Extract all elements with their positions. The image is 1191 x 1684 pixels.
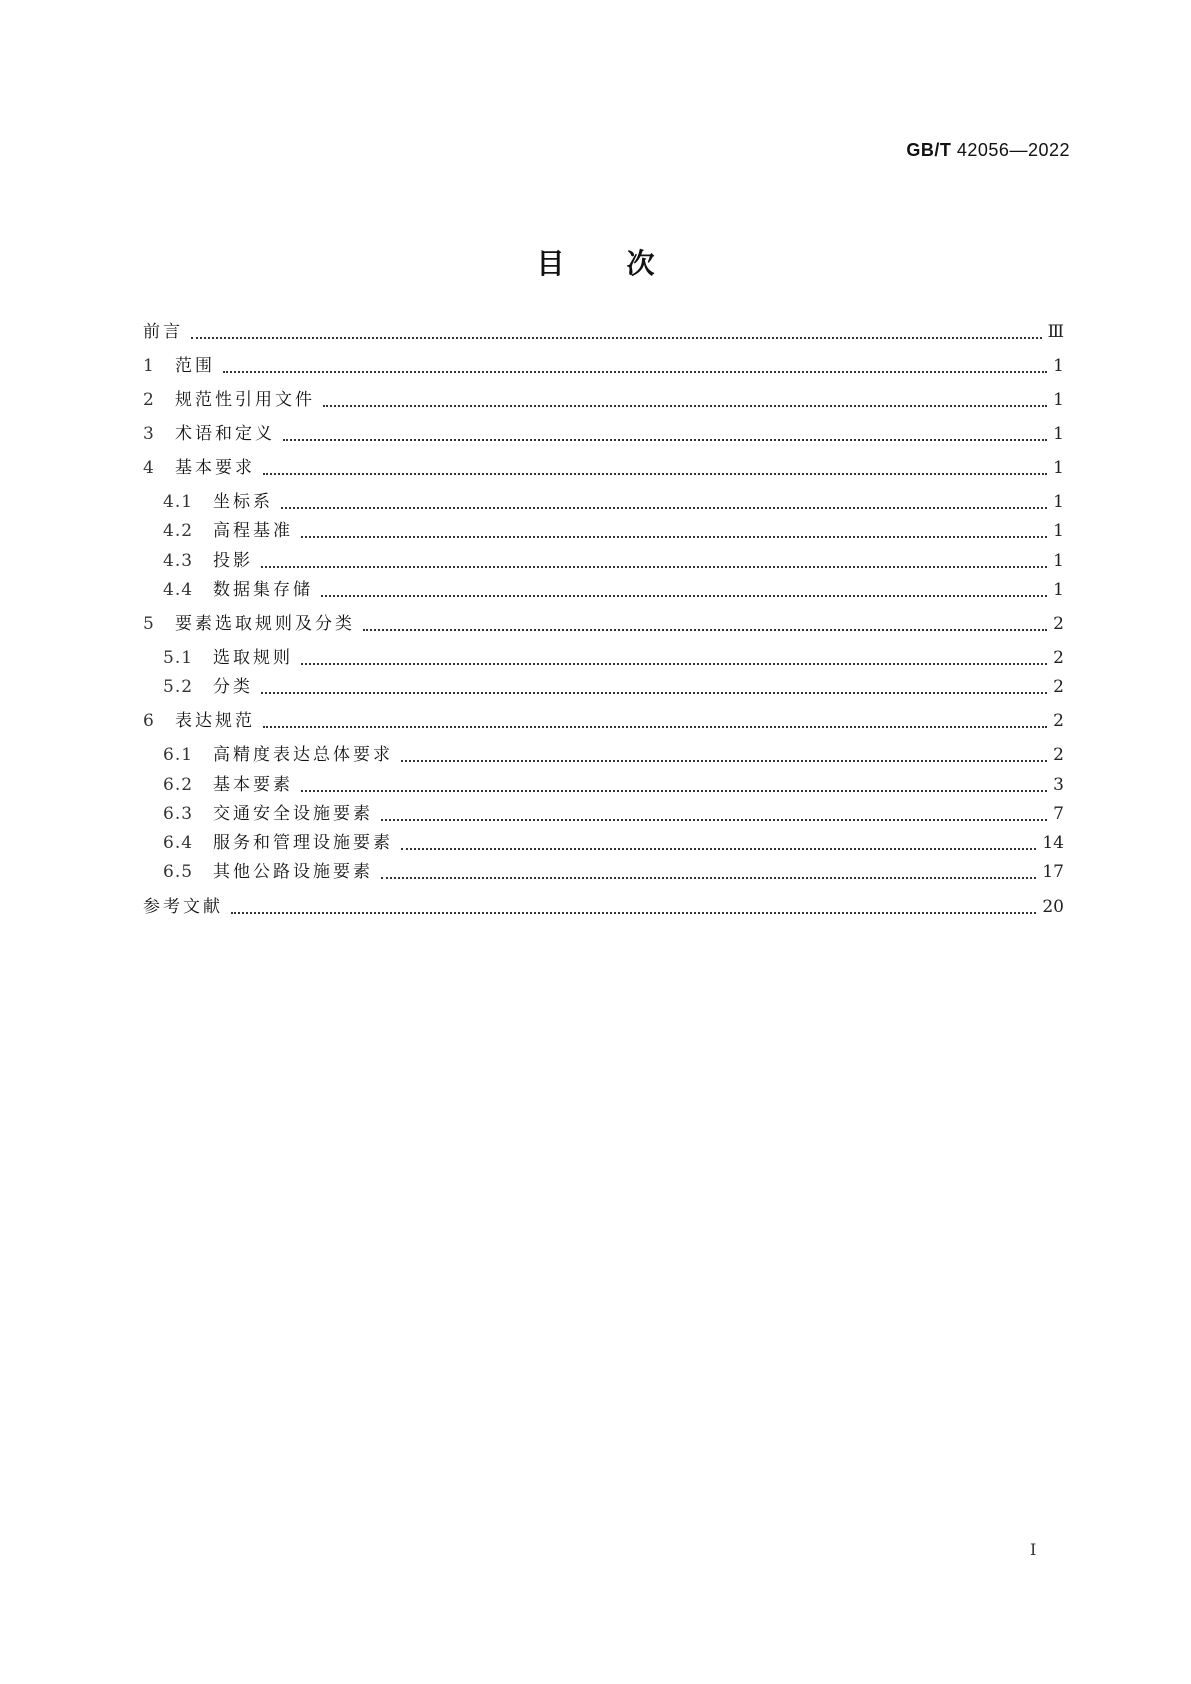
dot-leader: [301, 536, 1047, 538]
toc-entry[interactable]: [143, 421, 1064, 447]
dot-leader: [261, 692, 1047, 694]
toc-entry-label: 要素选取规则及分类: [175, 614, 355, 634]
toc-entry-page: 1: [1053, 521, 1064, 541]
toc-entry-number: 4.4: [163, 580, 194, 600]
toc-entry-label: 范围: [175, 356, 215, 376]
toc-entry[interactable]: [143, 319, 1064, 345]
toc-entry[interactable]: [143, 894, 1064, 920]
toc-entry-number: 6.3: [163, 804, 194, 824]
standard-number: 42056—2022: [956, 140, 1070, 160]
toc-entry-number: 6.5: [163, 862, 194, 882]
toc-entry-number: 6.4: [163, 833, 194, 853]
toc-entry-label: 高程基准: [213, 521, 293, 541]
standard-prefix: GB/T: [906, 140, 952, 160]
toc-entry-page: 1: [1053, 356, 1064, 376]
toc-entry-label: 数据集存储: [213, 580, 313, 600]
toc-entry-page: 1: [1053, 492, 1064, 512]
dot-leader: [263, 726, 1047, 728]
toc-entry-label: 交通安全设施要素: [213, 804, 373, 824]
toc-entry-label: 坐标系: [213, 492, 273, 512]
toc-entry[interactable]: [143, 772, 1064, 798]
toc-entry-page: 2: [1053, 648, 1064, 668]
toc-entry-number: 1: [143, 356, 155, 376]
dot-leader: [401, 760, 1047, 762]
toc-entry[interactable]: [143, 830, 1064, 856]
toc-entry-number: 4.3: [163, 551, 194, 571]
toc-entry-number: 5: [143, 614, 155, 634]
toc-entry[interactable]: [143, 611, 1064, 637]
toc-entry-number: 6.1: [163, 745, 194, 765]
toc-entry-number: 5.1: [163, 648, 194, 668]
toc-entry-page: 7: [1053, 804, 1064, 824]
toc-entry[interactable]: [143, 387, 1064, 413]
dot-leader: [301, 663, 1047, 665]
dot-leader: [381, 819, 1047, 821]
toc-entry-page: 14: [1042, 833, 1064, 853]
standard-code: [906, 140, 1070, 161]
toc-entry-label: 分类: [213, 677, 253, 697]
toc-entry-page: 2: [1053, 711, 1064, 731]
page-title: 目次: [536, 247, 717, 280]
dot-leader: [191, 337, 1042, 339]
toc-entry[interactable]: [143, 742, 1064, 768]
toc-entry[interactable]: [143, 674, 1064, 700]
toc-entry-label: 表达规范: [175, 711, 255, 731]
toc-entry[interactable]: [143, 577, 1064, 603]
toc-entry-number: 6.2: [163, 775, 194, 795]
toc-entry-page: 1: [1053, 580, 1064, 600]
toc-entry-label: 基本要求: [175, 458, 255, 478]
toc-entry-label: 选取规则: [213, 648, 293, 668]
toc-entry[interactable]: [143, 645, 1064, 671]
toc-entry-label: 投影: [213, 551, 253, 571]
toc-entry-page: 1: [1053, 551, 1064, 571]
toc-entry-label: 服务和管理设施要素: [213, 833, 393, 853]
toc-entry[interactable]: [143, 353, 1064, 379]
dot-leader: [223, 371, 1047, 373]
dot-leader: [363, 629, 1047, 631]
toc-entry[interactable]: [143, 859, 1064, 885]
dot-leader: [263, 473, 1047, 475]
toc-entry-page: 17: [1042, 862, 1064, 882]
dot-leader: [323, 405, 1047, 407]
toc-entry[interactable]: [143, 489, 1064, 515]
toc-entry-number: 4: [143, 458, 155, 478]
toc-entry-number: 4.1: [163, 492, 194, 512]
dot-leader: [381, 877, 1036, 879]
toc-entry-label: 术语和定义: [175, 424, 275, 444]
toc-entry-number: 3: [143, 424, 155, 444]
toc-entry-number: 5.2: [163, 677, 194, 697]
toc-entry[interactable]: [143, 801, 1064, 827]
toc-entry-page: Ⅲ: [1047, 322, 1064, 342]
toc-entry-page: 1: [1053, 458, 1064, 478]
toc-entry-label: 高精度表达总体要求: [213, 745, 393, 765]
dot-leader: [261, 566, 1047, 568]
toc-entry-label: 其他公路设施要素: [213, 862, 373, 882]
toc-entry-page: 20: [1042, 897, 1064, 917]
toc-entry-page: 3: [1053, 775, 1064, 795]
toc-entry-label: 基本要素: [213, 775, 293, 795]
toc-entry-number: 4.2: [163, 521, 194, 541]
toc-entry-page: 2: [1053, 677, 1064, 697]
dot-leader: [283, 439, 1047, 441]
dot-leader: [401, 848, 1036, 850]
toc-entry-label: 参考文献: [143, 897, 223, 917]
toc-entry-label: 规范性引用文件: [175, 390, 315, 410]
toc-entry-number: 6: [143, 711, 155, 731]
toc-entry-number: 2: [143, 390, 155, 410]
dot-leader: [231, 912, 1036, 914]
toc-entry[interactable]: [143, 708, 1064, 734]
dot-leader: [281, 507, 1047, 509]
toc-entry-page: 1: [1053, 390, 1064, 410]
dot-leader: [301, 790, 1047, 792]
page-number: Ⅰ: [1030, 1540, 1037, 1559]
toc-entry[interactable]: [143, 548, 1064, 574]
toc-entry-label: 前言: [143, 322, 183, 342]
toc-entry-page: 2: [1053, 614, 1064, 634]
toc-entry[interactable]: [143, 518, 1064, 544]
dot-leader: [321, 595, 1047, 597]
toc-entry-page: 2: [1053, 745, 1064, 765]
toc-entry-page: 1: [1053, 424, 1064, 444]
toc-entry[interactable]: [143, 455, 1064, 481]
